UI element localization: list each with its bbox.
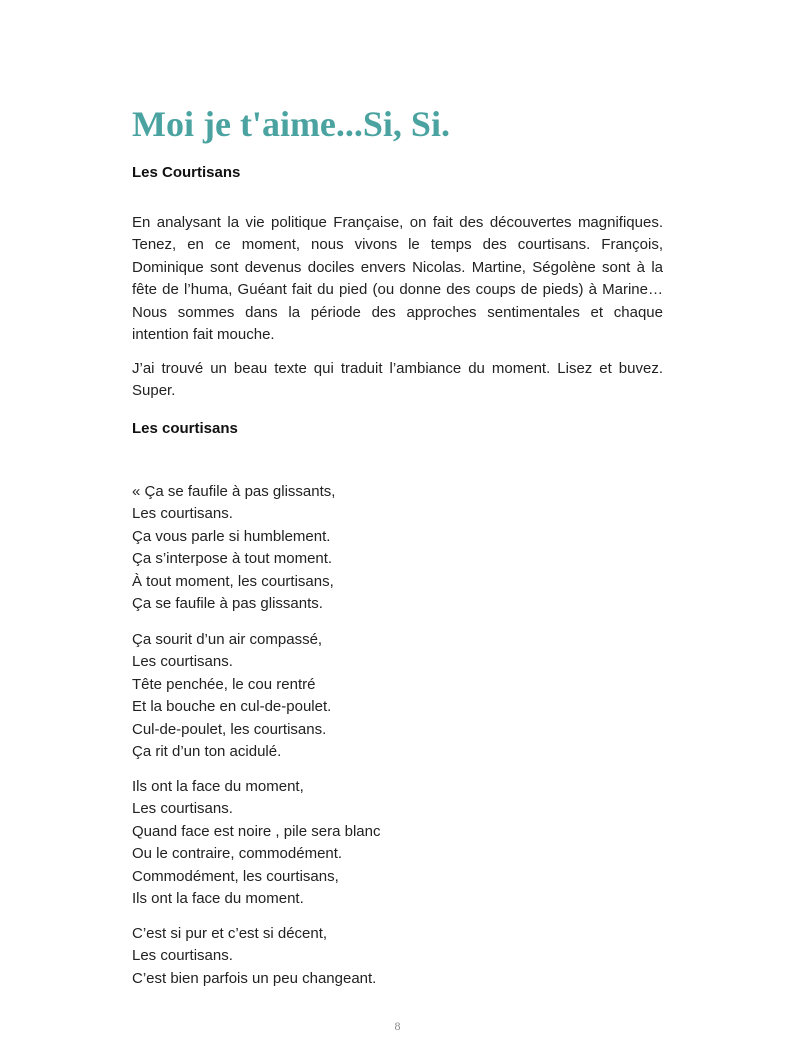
poem-line: Les courtisans. (132, 800, 233, 818)
poem-line: Tête penchée, le cou rentré (132, 675, 316, 693)
poem-line: Ça vous parle si humblement. (132, 527, 331, 545)
poem-line: Et la bouche en cul-de-poulet. (132, 698, 332, 716)
poem-line: Cul-de-poulet, les courtisans. (132, 720, 327, 738)
poem-line: Ça s’interpose à tout moment. (132, 550, 333, 568)
poem-line: C’est bien parfois un peu changeant. (132, 969, 377, 987)
poem-line: Les courtisans. (132, 653, 233, 671)
poem-line: Ça se faufile à pas glissants. (132, 595, 323, 613)
poem-line: Ça rit d’un ton acidulé. (132, 743, 282, 761)
poem-line: Commodément, les courtisans, (132, 867, 339, 885)
poem-stanza (132, 481, 335, 615)
poem-line: Ils ont la face du moment. (132, 890, 304, 908)
poem-line: Les courtisans. (132, 505, 233, 523)
poem-line: Ils ont la face du moment, (132, 778, 304, 795)
poem-line: Les courtisans. (132, 947, 233, 965)
poem-line: C’est si pur et c’est si décent, (132, 925, 328, 942)
poem-stanza (132, 776, 380, 910)
poem-title: Les courtisans (132, 420, 238, 437)
intro-paragraph: En analysant la vie politique Française, on fait des découvertes magnifiques. Tenez, en ce moment, nous vivons le temps des courtisans. François, Dominique sont devenus dociles envers Nicolas. Martine, Ségolène sont à la fête de l’huma, Guéant fait du pied (ou donne des coups de pieds) à Marine…Nous sommes dans la période des approches sentimentales et chaque intention fait mouche. (132, 214, 663, 344)
poem-line: « Ça se faufile à pas glissants, (132, 483, 336, 500)
page-title: Moi je t'aime...Si, Si. (132, 104, 450, 144)
page-number: 8 (394, 1019, 401, 1033)
intro-paragraph: J’ai trouvé un beau texte qui traduit l’ambiance du moment. Lisez et buvez. Super. (132, 360, 663, 400)
poem-line: Ça sourit d’un air compassé, (132, 631, 323, 648)
poem-line: Ou le contraire, commodément. (132, 845, 343, 863)
poem-line: Quand face est noire , pile sera blanc (132, 822, 381, 840)
poem-line: À tout moment, les courtisans, (132, 572, 334, 590)
section-heading-les-courtisans: Les Courtisans (132, 164, 241, 181)
poem-stanza (132, 629, 331, 763)
poem-stanza (132, 923, 376, 990)
